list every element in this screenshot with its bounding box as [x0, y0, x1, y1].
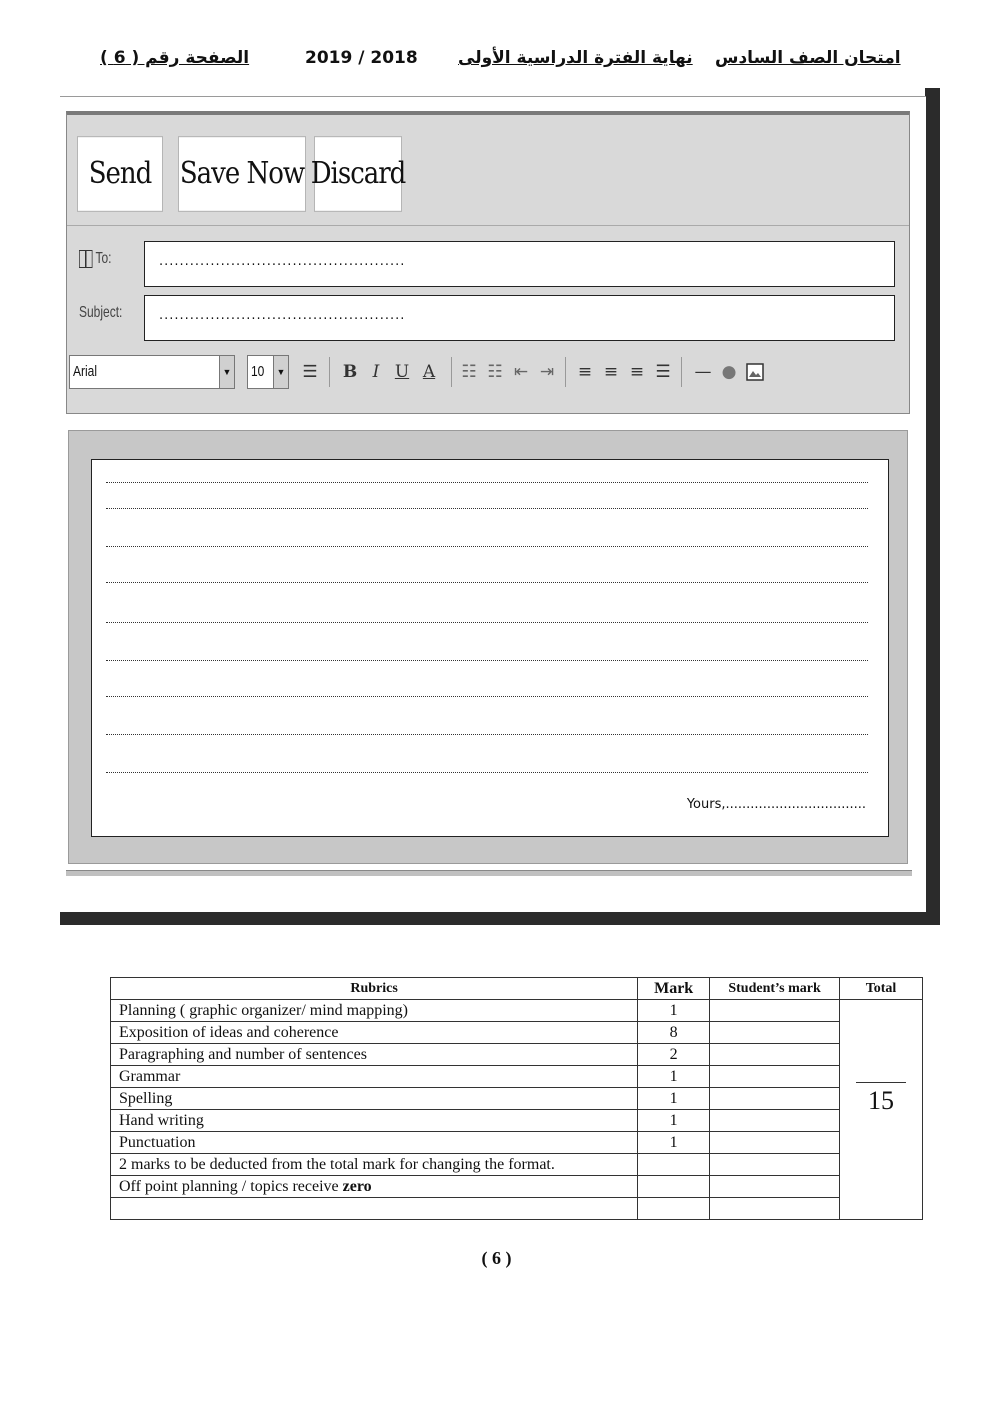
student-mark-cell [710, 1088, 840, 1110]
rubric-mark: 1 [638, 1110, 710, 1132]
insert-link-icon[interactable]: ● [721, 362, 737, 382]
writing-line [106, 546, 868, 547]
rubric-label: Exposition of ideas and coherence [111, 1022, 638, 1044]
page-number-label: الصفحة رقم ( 6 ) [100, 48, 250, 68]
writing-line [106, 582, 868, 583]
toolbar-separator [329, 357, 330, 387]
empty-cell [111, 1198, 638, 1220]
insert-image-icon[interactable] [745, 359, 765, 385]
rubric-mark: 1 [638, 1088, 710, 1110]
toolbar-separator [681, 357, 682, 387]
subject-label-group [79, 304, 122, 322]
email-window [60, 96, 926, 912]
table-row [111, 1154, 923, 1176]
total-value: 15 [856, 1082, 906, 1115]
student-mark-cell [710, 1176, 840, 1198]
rubric-mark: 1 [638, 1066, 710, 1088]
email-toolbar-panel [66, 111, 910, 414]
rubric-mark: 8 [638, 1022, 710, 1044]
italic-button[interactable]: I [372, 362, 380, 382]
student-mark-cell [710, 1044, 840, 1066]
font-name-select[interactable] [69, 355, 235, 389]
page-header [100, 44, 901, 78]
rubric-table [110, 977, 923, 1220]
rubric-mark [638, 1176, 710, 1198]
window-shadow-right [925, 88, 940, 925]
to-field-value: ................................................ [159, 254, 406, 269]
rubric-mark: 1 [638, 1132, 710, 1154]
rubric-label [111, 1176, 638, 1198]
exam-title: امتحان الصف السادس [715, 48, 901, 68]
empty-cell [840, 1198, 923, 1220]
rubric-label: Grammar [111, 1066, 638, 1088]
window-shadow-bottom [60, 911, 940, 925]
closing-line: Yours,.................................. [686, 797, 866, 812]
chevron-down-icon[interactable]: ▼ [219, 356, 234, 388]
total-header: Total [840, 978, 923, 1000]
rubric-mark: 2 [638, 1044, 710, 1066]
subject-field[interactable] [144, 295, 895, 341]
formatting-toolbar [67, 355, 909, 395]
empty-cell [710, 1198, 840, 1220]
rubric-label: Spelling [111, 1088, 638, 1110]
academic-year: 2019 / 2018 [305, 48, 418, 68]
message-body-panel [68, 430, 908, 864]
underline-button[interactable]: U [394, 362, 410, 382]
writing-line [106, 622, 868, 623]
rubric-label: Paragraphing and number of sentences [111, 1044, 638, 1066]
to-label: To: [95, 250, 112, 267]
toolbar-separator [565, 357, 566, 387]
decrease-indent-icon[interactable]: ⇤ [513, 362, 529, 382]
writing-line [106, 508, 868, 509]
table-row [111, 1176, 923, 1198]
increase-indent-icon[interactable]: ⇥ [539, 362, 555, 382]
rubric-label-emphasis: zero [342, 1177, 372, 1195]
writing-line [106, 696, 868, 697]
align-left-icon[interactable]: ≡ [577, 362, 593, 382]
student-mark-cell [710, 1154, 840, 1176]
save-now-button[interactable]: Save Now [178, 136, 306, 212]
rubric-label: Punctuation [111, 1132, 638, 1154]
send-button[interactable]: Send [77, 136, 163, 212]
subject-field-value: ................................................ [159, 308, 406, 323]
font-size-value: 10 [251, 363, 265, 380]
rubric-label: 2 marks to be deducted from the total mark for changing the format. [111, 1154, 638, 1176]
rubric-label: Planning ( graphic organizer/ mind mapping) [111, 1000, 638, 1022]
align-center-icon[interactable]: ≡ [603, 362, 619, 382]
font-color-button[interactable]: A [422, 362, 436, 382]
mark-header: Mark [638, 978, 710, 1000]
empty-cell [638, 1198, 710, 1220]
writing-line [106, 482, 868, 483]
rubric-header-row [111, 978, 923, 1000]
line-spacing-icon[interactable]: ☰ [302, 362, 318, 382]
rubrics-header: Rubrics [111, 978, 638, 1000]
numbered-list-icon[interactable]: ☷ [461, 362, 477, 382]
table-row [111, 1132, 923, 1154]
subject-label: Subject: [79, 304, 123, 321]
table-row [111, 1088, 923, 1110]
bullet-list-icon[interactable]: ☷ [487, 362, 503, 382]
student-mark-cell [710, 1132, 840, 1154]
total-cell [840, 1000, 923, 1198]
toolbar-divider [67, 225, 909, 226]
student-mark-cell [710, 1066, 840, 1088]
message-body[interactable] [91, 459, 889, 837]
table-row [111, 1044, 923, 1066]
student-mark-cell [710, 1022, 840, 1044]
rubric-label: Hand writing [111, 1110, 638, 1132]
student-mark-header: Student’s mark [710, 978, 840, 1000]
footer-page-number: ( 6 ) [481, 1248, 512, 1268]
rubric-mark [638, 1154, 710, 1176]
table-row [111, 1110, 923, 1132]
writing-line [106, 660, 868, 661]
table-row [111, 1066, 923, 1088]
student-mark-cell [710, 1110, 840, 1132]
table-row [111, 1000, 923, 1022]
term-label: نهاية الفترة الدراسية الأولى [458, 48, 693, 68]
chevron-down-icon[interactable]: ▼ [273, 356, 288, 388]
to-label-group [79, 250, 112, 268]
window-bottom-bar [66, 870, 912, 876]
bold-button[interactable]: B [342, 362, 358, 382]
align-right-icon[interactable]: ≡ [629, 362, 645, 382]
to-field[interactable] [144, 241, 895, 287]
table-row [111, 1022, 923, 1044]
writing-line [106, 734, 868, 735]
horizontal-line-icon[interactable]: — [694, 362, 712, 382]
toolbar-separator [451, 357, 452, 387]
table-row [111, 1198, 923, 1220]
discard-button[interactable]: Discard [314, 136, 402, 212]
font-name-value: Arial [73, 363, 98, 380]
address-book-icon[interactable] [79, 250, 93, 268]
justify-icon[interactable]: ☰ [655, 362, 671, 382]
rubric-label-text: Off point planning / topics receive [119, 1177, 343, 1195]
student-mark-cell [710, 1000, 840, 1022]
writing-line [106, 772, 868, 773]
rubric-mark: 1 [638, 1000, 710, 1022]
font-size-select[interactable] [247, 355, 289, 389]
